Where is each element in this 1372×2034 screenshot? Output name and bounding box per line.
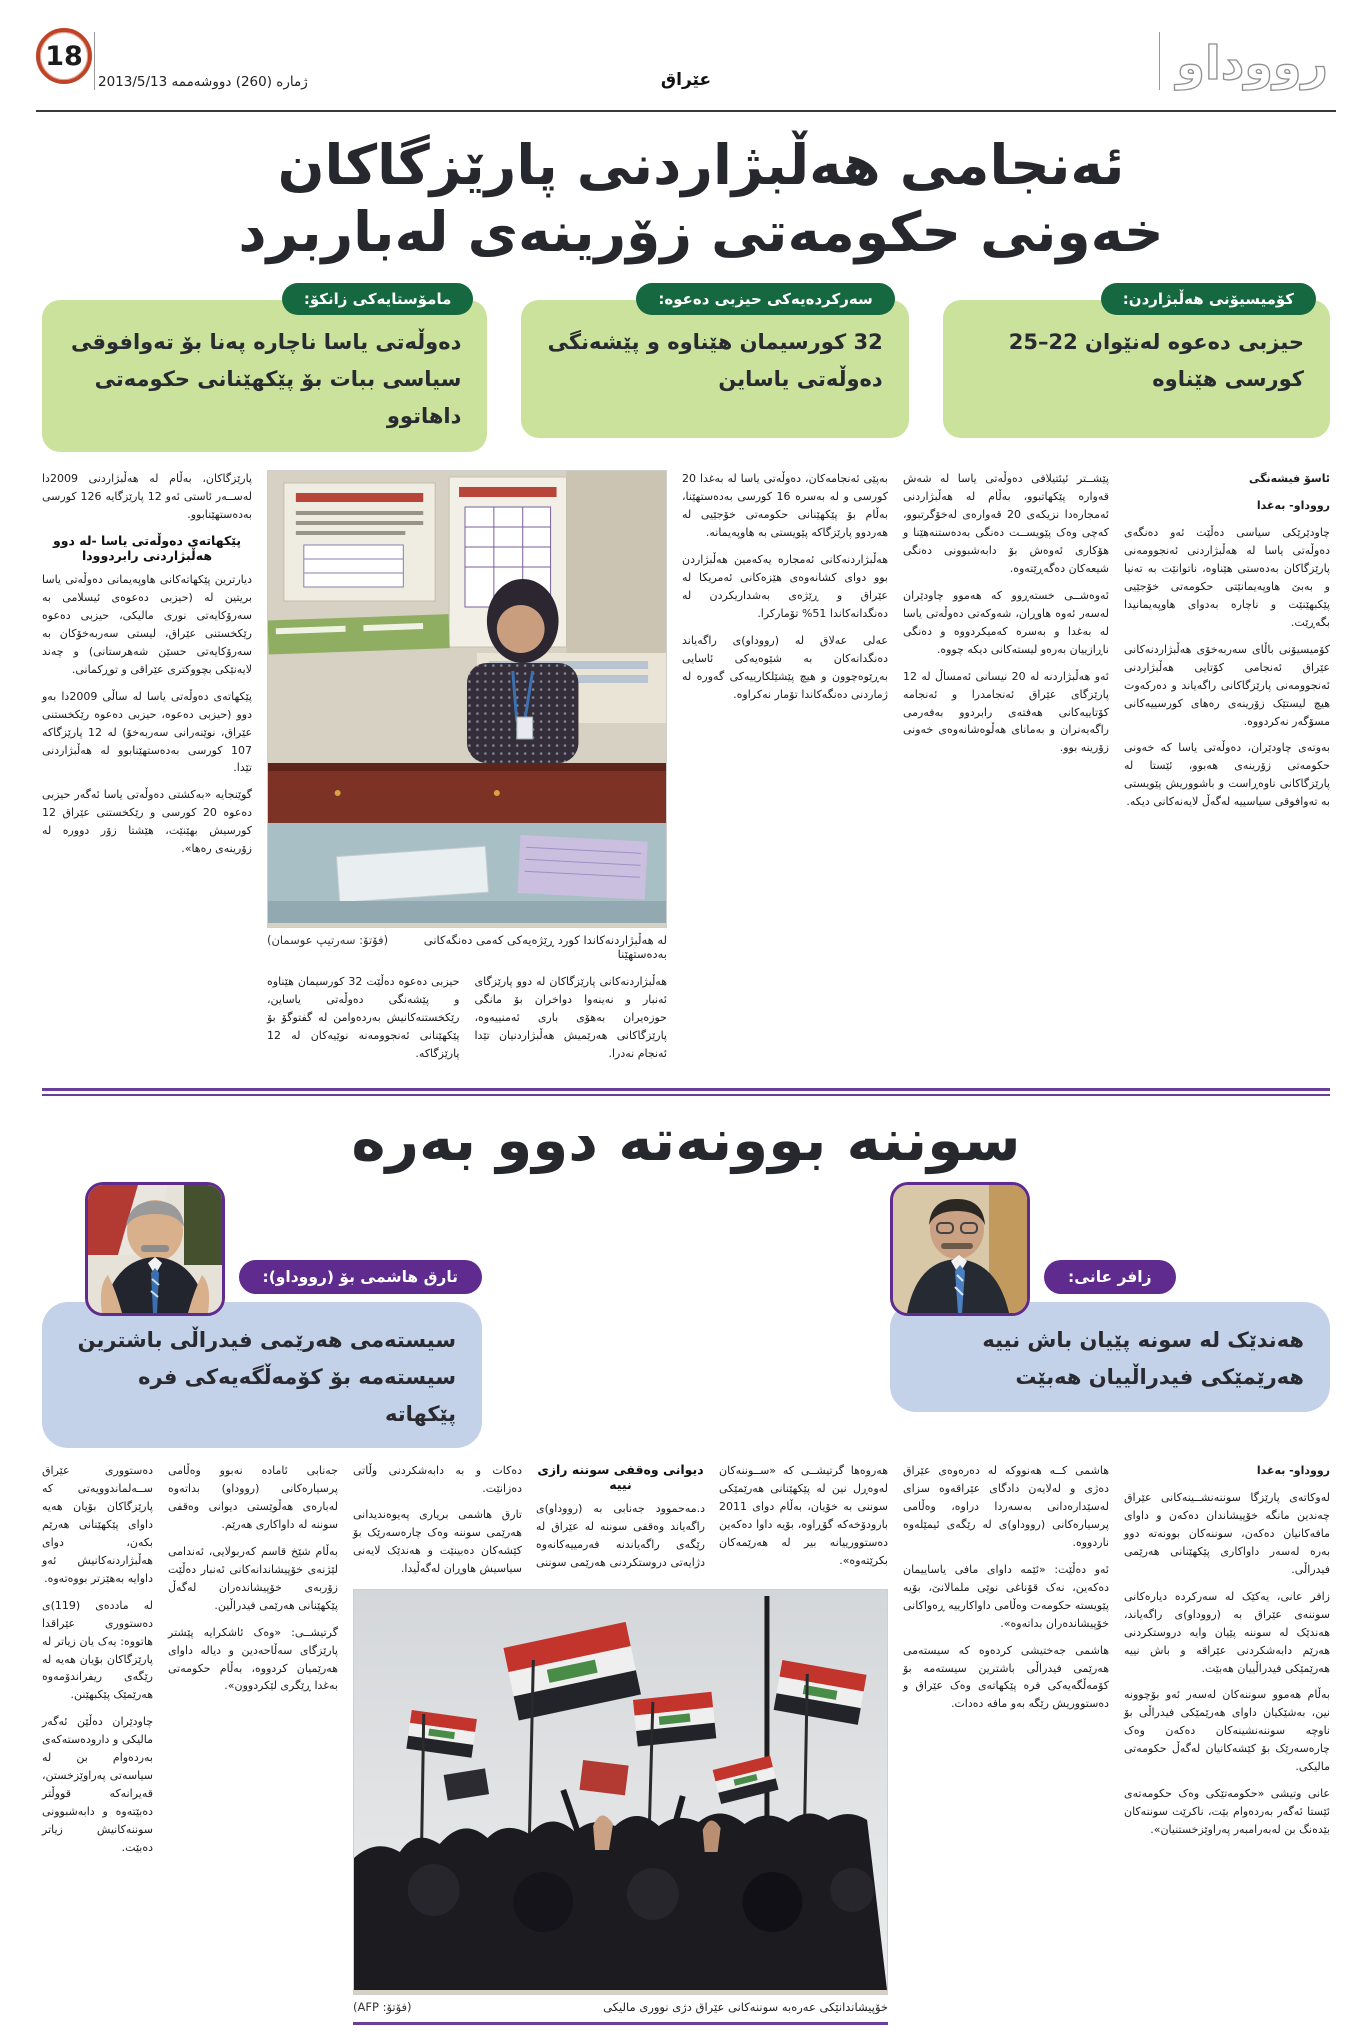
byline-location: رووداو- به‌غدا (1256, 499, 1330, 513)
pullquote-text: سیسته‌می هه‌رێمی فیدراڵی باشترین سیسته‌مه بۆ کۆمه‌ڵگه‌یه‌کی فره پێکهاته (42, 1302, 482, 1448)
section-title: عێراق (660, 70, 712, 90)
page-header (36, 26, 1336, 112)
headline-line-2: خه‌ونی حکومه‌تی زۆرینه‌ی له‌باربرد (238, 200, 1164, 265)
column-paragraphs (682, 470, 888, 703)
body-paragraph: عانی وتیشی «حکومه‌تێکی وه‌ک حکومه‌ته‌ی ئێستا ئه‌گه‌ر به‌رده‌وام بێت، ناکرێت سوننه‌کان بێده‌نگ بن له‌به‌رامبه‌ر په‌راوێزخستنیان». (1124, 1787, 1330, 1836)
ani-photo (890, 1182, 1030, 1316)
ani-portrait-illustration (893, 1185, 1027, 1313)
pullquote-label: زافر عانی: (1044, 1260, 1176, 1294)
article1-column-3 (682, 470, 888, 1072)
body-paragraph: هاشمی جه‌ختیشی کرده‌وه که سیسته‌می هه‌رێمی فیدراڵی باشترین سیسته‌مه بۆ کۆمه‌ڵگه‌یه‌کی فره پێکهاته‌ی وه‌ک عێراق و ده‌ستووریش رێگه به‌و مافه ده‌دات. (903, 1643, 1109, 1711)
pullquote-label: تارق هاشمی بۆ (رووداو): (239, 1260, 483, 1294)
body-paragraph: تارق هاشمی بریاری په‌یوه‌ندیدانی هه‌رێمی سوننه وه‌ک چاره‌سه‌رێک بۆ کێشه‌کان ده‌بینێت و هه‌ندێک لایه‌نی سیاسیش هاوڕان له‌گه‌ڵیدا. (353, 1508, 522, 1575)
polling-station-illustration (268, 471, 666, 923)
body-paragraph: هاشمی کــه هه‌نووکه له ده‌ره‌وه‌ی عێراق ده‌ژی و له‌لایه‌ن دادگای عێراقه‌وه سزای له‌سێداره‌دانی به‌سه‌ردا دراوه، وه‌ڵامی پرسیاره‌کانی (رووداو)ی له رێگه‌ی ئیمێله‌وه ناردووه. (903, 1464, 1109, 1549)
pullquote-dawa-leader (521, 290, 908, 438)
pullquote-text: هه‌ندێک له سونه پێیان باش نییه هه‌رێمێکی فیدراڵییان هه‌بێت (890, 1302, 1330, 1412)
section-divider-rule (42, 1088, 1330, 1096)
article2-subhead: دیوانی وه‌قفی سوننه رازی نییه (537, 1462, 704, 1493)
page-number: 18 (45, 40, 83, 72)
body-paragraph: گوێنجایه «به‌کشتی ده‌وڵه‌تی یاسا ئه‌گه‌ر حیزبی ده‌عوه 20 کورسی و رێکخستنی عێراق 12 کورسیش بهێنێت، هێشتا زۆر دووره له زۆرینه‌ی ره‌ها». (42, 788, 253, 856)
body-paragraph: ده‌ستووری عێراق ســه‌لماندوویه‌تی که پارێزگاکان بۆیان هه‌یه داوای پێکهێنانی هه‌رێم بکه‌ن، دوای هه‌ڵبژاردنه‌کانیش ئه‌و داوایه به‌هێزتر بووه‌ته‌وه. (42, 1464, 153, 1585)
body-paragraph: ئه‌و هه‌ڵبژاردنه له 20 نیسانی ئه‌مساڵ له 12 پارێزگای عێراق ئه‌نجامدرا و ئه‌نجامه کۆتاییه‌کانی هه‌فته‌ی رابردوو به‌فه‌رمی راگه‌یه‌نران و به‌مانای هه‌ڵوه‌شانه‌وه‌ی خه‌ونی زۆرینه بوو. (903, 669, 1109, 755)
body-paragraph: حیزبی ده‌عوه ده‌ڵێت 32 کورسیمان هێناوه و پێشه‌نگی ده‌وڵه‌تی یاساین، رێکخستنه‌کانیش به‌رده‌وامن له گفتوگۆ بۆ پێکهێنانی ئه‌نجوومه‌نه نوێیه‌کان له 12 پارێزگاکه. (267, 975, 460, 1061)
pullquote-label: سه‌رکرده‌یه‌کی حیزبی ده‌عوه: (636, 283, 894, 315)
bottom-purple-rule (353, 2022, 888, 2025)
article2-pullquotes (42, 1182, 1330, 1448)
body-paragraph: زافر عانی، یه‌کێک له سه‌رکرده دیاره‌کانی سوننه‌ی عێراق به (رووداو)ی راگه‌یاند، هه‌ندێک له سوننه پێیان وایه دروستکردنی هه‌رێم دابه‌شکردنی عێراقه و باش نییه هه‌رێمێکی فیدراڵییان هه‌بێت. (1124, 1589, 1330, 1675)
article1-pullquotes (42, 290, 1330, 452)
byline-location: رووداو- به‌غدا (1256, 1464, 1330, 1478)
article2-column-2 (903, 1462, 1109, 2024)
column-paragraphs (903, 1462, 1109, 1713)
body-paragraph: هه‌ڵبژاردنه‌کانی پارێزگاکان له دوو پارێزگای ئه‌نبار و نه‌ینه‌وا دواخران بۆ مانگی حوزه‌یران به‌هۆی باری ئه‌منییه‌وه، پارێزگاکانی هه‌رێمیش هه‌ڵبژاردنیان تێدا ئه‌نجام نه‌درا. (474, 975, 667, 1061)
article2-center-text (353, 1462, 888, 1578)
protest-illustration (354, 1590, 887, 1990)
article1-subhead: پێکهاته‌ی ده‌وڵه‌تی یاسا -له دوو هه‌ڵبژاردنی رابردوودا (52, 533, 242, 564)
column-paragraphs (42, 571, 252, 858)
column-paragraphs (1124, 524, 1330, 811)
header-divider (1159, 32, 1160, 90)
body-paragraph: گرتیشــی: «وه‌ک ئاشکرایه پێشتر پارێزگای سه‌ڵاحه‌دین و دیاله داوای هه‌رێمیان کردووه، به‌ڵام حکومه‌تی به‌غدا ڕێگری لێکردوون». (168, 1625, 338, 1693)
pullquote-professor (42, 290, 487, 452)
column-paragraphs (168, 1462, 338, 1695)
article1-photo-block (267, 470, 667, 1072)
article1-column-1 (1124, 470, 1330, 1072)
issue-date-line: ژماره (260) دووشه‌ممه 2013/5/13 (98, 74, 308, 90)
article2-body (42, 1462, 1330, 2024)
hashimi-portrait-illustration (88, 1185, 222, 1313)
article2-photo-captionrow (353, 2000, 888, 2014)
body-paragraph: له مادده‌ی (119)ی ده‌ستووری عێراقدا هاتووه: یه‌ک یان زیاتر له پارێزگاکان بۆیان هه‌یه له رێگه‌ی ریفراندۆمه‌وه هه‌رێمێک پێکبهێنن. (42, 1598, 153, 1702)
page-number-badge (36, 28, 92, 84)
body-paragraph: به‌ڵام هه‌موو سوننه‌کان له‌سه‌ر ئه‌و بۆچوونه نین، به‌شێکیان داوای هه‌رێمێکی فیدراڵی بۆ ناوچه سوننه‌نشینه‌کان ده‌که‌ن وه‌ک چاره‌سه‌رێک بۆ کێشه‌کانیان له‌گه‌ڵ حکومه‌تی مالیکی. (1124, 1688, 1330, 1774)
body-paragraph: ئه‌و ده‌ڵێت: «ئێمه داوای مافی یاساییمان ده‌که‌ین، نه‌ک قۆناغی نوێی ملمالانێ، بۆیه پێویسته حکومه‌ت وه‌ڵامی داواکارییه ڕه‌واکانی خۆپیشاندەران بداته‌وه». (903, 1562, 1109, 1630)
pullquote-text: حیزبی ده‌عوه له‌نێوان 22–25 کورسی هێناوه (943, 300, 1330, 438)
photo-credit: (فۆتۆ: AFP) (353, 1999, 412, 2014)
body-paragraph: پێشــتر ئیئتیلافی ده‌وڵه‌تی یاسا له شه‌ش قه‌واره پێکهاتبوو، به‌ڵام له هه‌ڵبژاردنی ئه‌مجاره‌دا نزیکه‌ی 20 قه‌واره‌ی له‌خۆگرتبوو، که‌چی وه‌ک پێویســت ده‌نگی به‌ده‌ستنه‌هێنا و هۆکاری ئه‌وه‌ش بۆ دابه‌شبوونی ده‌نگی شیعه‌کان ده‌گه‌ڕێته‌وه. (903, 472, 1109, 576)
article1-body (42, 470, 1330, 1072)
body-paragraph: به‌وته‌ی چاودێران، ده‌وڵه‌تی یاسا که خه‌ونی حکومه‌تی زۆرینه‌ی هه‌بوو، ئێستا له پارێزگاکانی ناوه‌ڕاست و باشووریش پێویستی به ته‌وافوقی سیاسییه له‌گه‌ڵ لایه‌نه‌کانی دیکه. (1124, 741, 1330, 809)
protest-photo (353, 1589, 888, 1995)
article2-column-1 (1124, 1462, 1330, 2024)
article1-column-2 (903, 470, 1109, 1072)
body-paragraph: دیارترین پێکهاته‌کانی هاوپه‌یمانی ده‌وڵه‌تی یاسا بریتین له (حیزبی ده‌عوه‌ی ئیسلامی به سه‌رۆکایه‌تی نوری مالیکی، حیزبی ده‌عوه رێکخستنی عێراق، لیستی سه‌ربه‌خۆکان به سه‌رۆکایه‌تی حسێن شه‌هرستانی) و چه‌ند لایه‌نێکی بچووکتری عێراقی و توڕکمانی. (42, 573, 252, 676)
body-paragraph: کۆمیسیۆنی باڵای سه‌ربه‌خۆی هه‌ڵبژاردنه‌کانی عێراق ئه‌نجامی کۆتایی هه‌ڵبژاردنی ئه‌نجوومه‌نی پارێزگاکانی راگه‌یاند و ده‌رکه‌وت هیچ لیستێک زۆرینه‌ی ره‌های کورسییه‌کانی مسۆگه‌ر نه‌کردووه. (1124, 642, 1330, 728)
photo-caption: له هه‌ڵبژاردنه‌کاندا کورد ڕێژه‌یه‌کی که‌می ده‌نگه‌کانی به‌ده‌ستهێنا (423, 933, 667, 962)
body-paragraph: چاودێرێکی سیاسی ده‌ڵێت ئه‌و ده‌نگه‌ی ده‌وڵه‌تی یاسا له هه‌ڵبژاردنی ئه‌نجوومه‌نی پارێزگاکان به‌ده‌ستی هێناوه، ناتوانێت به ته‌نیا و به‌بێ هاوپه‌یمانێتی حکومه‌تی خۆجێیی پێکبهێنێت و ناچاره به‌دوای هاوپه‌یمانیدا بگه‌ڕێت. (1124, 526, 1330, 629)
pullquote-commission (943, 290, 1330, 438)
article2-headline: سوننه بوونه‌ته دوو به‌ره (351, 1106, 1021, 1175)
article1-column-5 (42, 470, 252, 1072)
body-paragraph: د.مه‌حموود جه‌نابی به (رووداو)ی راگه‌یاند وه‌قفی سوننه له عێراق له رێگه‌ی راگه‌یاندنه فه‌رمییه‌کانه‌وه دژایه‌تی دروستکردنی هه‌رێمی سوننی ده‌کات و به دابه‌شکردنی وڵاتی ده‌زانێت. (353, 1464, 705, 1570)
body-paragraph: هه‌روه‌ها گرتیشــی که «ســوننه‌کان له‌وه‌ڕل نین له پێکهێنانی هه‌رێمێکی سوننی به خۆیان، به‌ڵام دوای 2011 بارودۆخه‌که گۆڕاوه، بۆیه داوا ده‌که‌ین ده‌ستوورییانه بیر له هه‌رێمه‌کان بکرێته‌وه». (719, 1464, 888, 1567)
hashimi-photo (85, 1182, 225, 1316)
header-divider (94, 32, 95, 90)
byline-author: ئاسۆ فیشه‌نگی (1248, 472, 1330, 486)
masthead-logo: رووداو (1176, 36, 1328, 90)
column-paragraphs (42, 1462, 153, 1856)
pullquote-hashimi (42, 1182, 482, 1448)
body-paragraph: عه‌لی عه‌لاق له (رووداو)ی راگه‌یاند ده‌نگدانه‌کان به شێوه‌یه‌کی ئاسایی به‌ڕێوه‌چوون و هیچ پێشێلکارییه‌کی گه‌وره له ژماردنی ده‌نگه‌کاندا تۆمار نه‌کراوه. (682, 633, 888, 701)
body-paragraph: به‌پێی ئه‌نجامه‌کان، ده‌وڵه‌تی یاسا له به‌غدا 20 کورسی و له به‌سره 16 کورسی به‌ده‌ستهێنا، به‌ڵام بۆ پێکهێنانی حکومه‌تی خۆجێیی له هه‌ردوو پارێزگاکه پێویستی به هاوپه‌یمانه. (682, 472, 888, 540)
body-paragraph: جه‌نابی ئاماده نه‌بوو وه‌ڵامی پرسیاره‌کانی (رووداو) بداته‌وه له‌باره‌ی هه‌ڵوێستی دیوانی وه‌قفی سوننه له داواکاری هه‌رێم. (168, 1464, 338, 1532)
body-paragraph: ئه‌وه‌شــی خسته‌ڕوو که هه‌موو چاودێران له‌سه‌ر ئه‌وه هاوڕان، شه‌وکه‌تی ده‌وڵه‌تی یاسا له به‌غدا و به‌سره که‌میکردووه و ده‌نگی ناڕازییان به‌ره‌و لیسته‌کانی دیکه چووه. (903, 588, 1109, 656)
pullquote-label: مامۆستایه‌کی زانکۆ: (282, 283, 474, 315)
pullquote-label: کۆمیسیۆنی هه‌ڵبژاردن: (1101, 283, 1316, 315)
body-paragraph: به‌ڵام شێخ قاسم که‌ربولایی، ئه‌ندامی لێژنه‌ی خۆپیشاندانه‌کانی ئه‌نبار ده‌ڵێت زۆربه‌ی خۆپیشاندەران له‌گه‌ڵ پێکهێنانی هه‌رێمی فیدراڵین. (168, 1544, 338, 1612)
pullquote-text: ده‌وڵه‌تی یاسا ناچاره په‌نا بۆ ته‌وافوقی سیاسی ببات بۆ پێکهێنانی حکومه‌تی داهاتوو (42, 300, 487, 452)
headline-line-1: ئه‌نجامی هه‌ڵبژاردنی پارێزگاکان (277, 133, 1125, 197)
article2-column-4 (168, 1462, 338, 2024)
column-paragraphs (1124, 1489, 1330, 1839)
article1-photo-captionrow (267, 933, 667, 961)
body-paragraph: چاودێران ده‌ڵێن ئه‌گه‌ر مالیکی و دارودەسته‌که‌ی به‌رده‌وام بن له سیاسه‌تی په‌راوێزخستن، قه‌یرانه‌که قووڵتر ده‌بێته‌وه و دابه‌شبوونی سوننه‌کانیش زیاتر ده‌بێت. (42, 1715, 153, 1854)
column-paragraphs (719, 1462, 888, 1570)
body-paragraph: هه‌ڵبژاردنه‌کانی ئه‌مجاره یه‌که‌مین هه‌ڵبژاردن بوو دوای کشانه‌وه‌ی هێزه‌کانی ئه‌مریکا له عێراق و ڕێژه‌ی به‌شداریکردن له ده‌نگدانه‌کاندا 51% تۆمارکرا. (682, 553, 888, 620)
pullquote-text: 32 کورسیمان هێناوه و پێشه‌نگی ده‌وڵه‌تی یاساین (521, 300, 908, 438)
body-paragraph: له‌وکاته‌ی پارێزگا سوننه‌نشــینه‌کانی عێراق چه‌ندین مانگه خۆپیشاندان ده‌که‌ن و داوای مافه‌کانیان ده‌که‌ن، سوننه‌کان بوونه‌ته دوو به‌ره له‌سه‌ر داواکاری پێکهێنانی هه‌رێمی فیدراڵی. (1124, 1491, 1330, 1576)
article2-center-block (353, 1462, 888, 2024)
article1-headline (96, 132, 1306, 266)
column-paragraphs (903, 470, 1109, 757)
article1-underphoto-text (267, 973, 667, 1072)
body-paragraph: پێکهاته‌ی ده‌وڵه‌تی یاسا له ساڵی 2009دا به‌و دوو (حیزبی ده‌عوه، حیزبی ده‌عوه رێکخستنی عێراق، نوێنه‌رانی سه‌ربه‌خۆ) له 12 پارێزگاکه 107 کورسی به‌ده‌ستهێنابوو له هه‌ڵبژاردنی تێدا. (42, 689, 253, 775)
body-paragraph: پارێزگاکان، به‌ڵام له هه‌ڵبژاردنی 2009دا له‌ســه‌ر ئاستی ئه‌و 12 پارێزگایه 126 کورسی به‌ده‌ستهێنابوو. (42, 472, 252, 522)
polling-station-photo (267, 470, 667, 928)
photo-credit: (فۆتۆ: سه‌رتیپ عوسمان) (267, 933, 389, 948)
article2-column-5 (42, 1462, 153, 2024)
pullquote-ani (890, 1182, 1330, 1448)
photo-caption: خۆپیشاندانێکی عه‌ره‌به سوننه‌کانی عێراق دژی نووری مالیکی (603, 1999, 888, 2014)
